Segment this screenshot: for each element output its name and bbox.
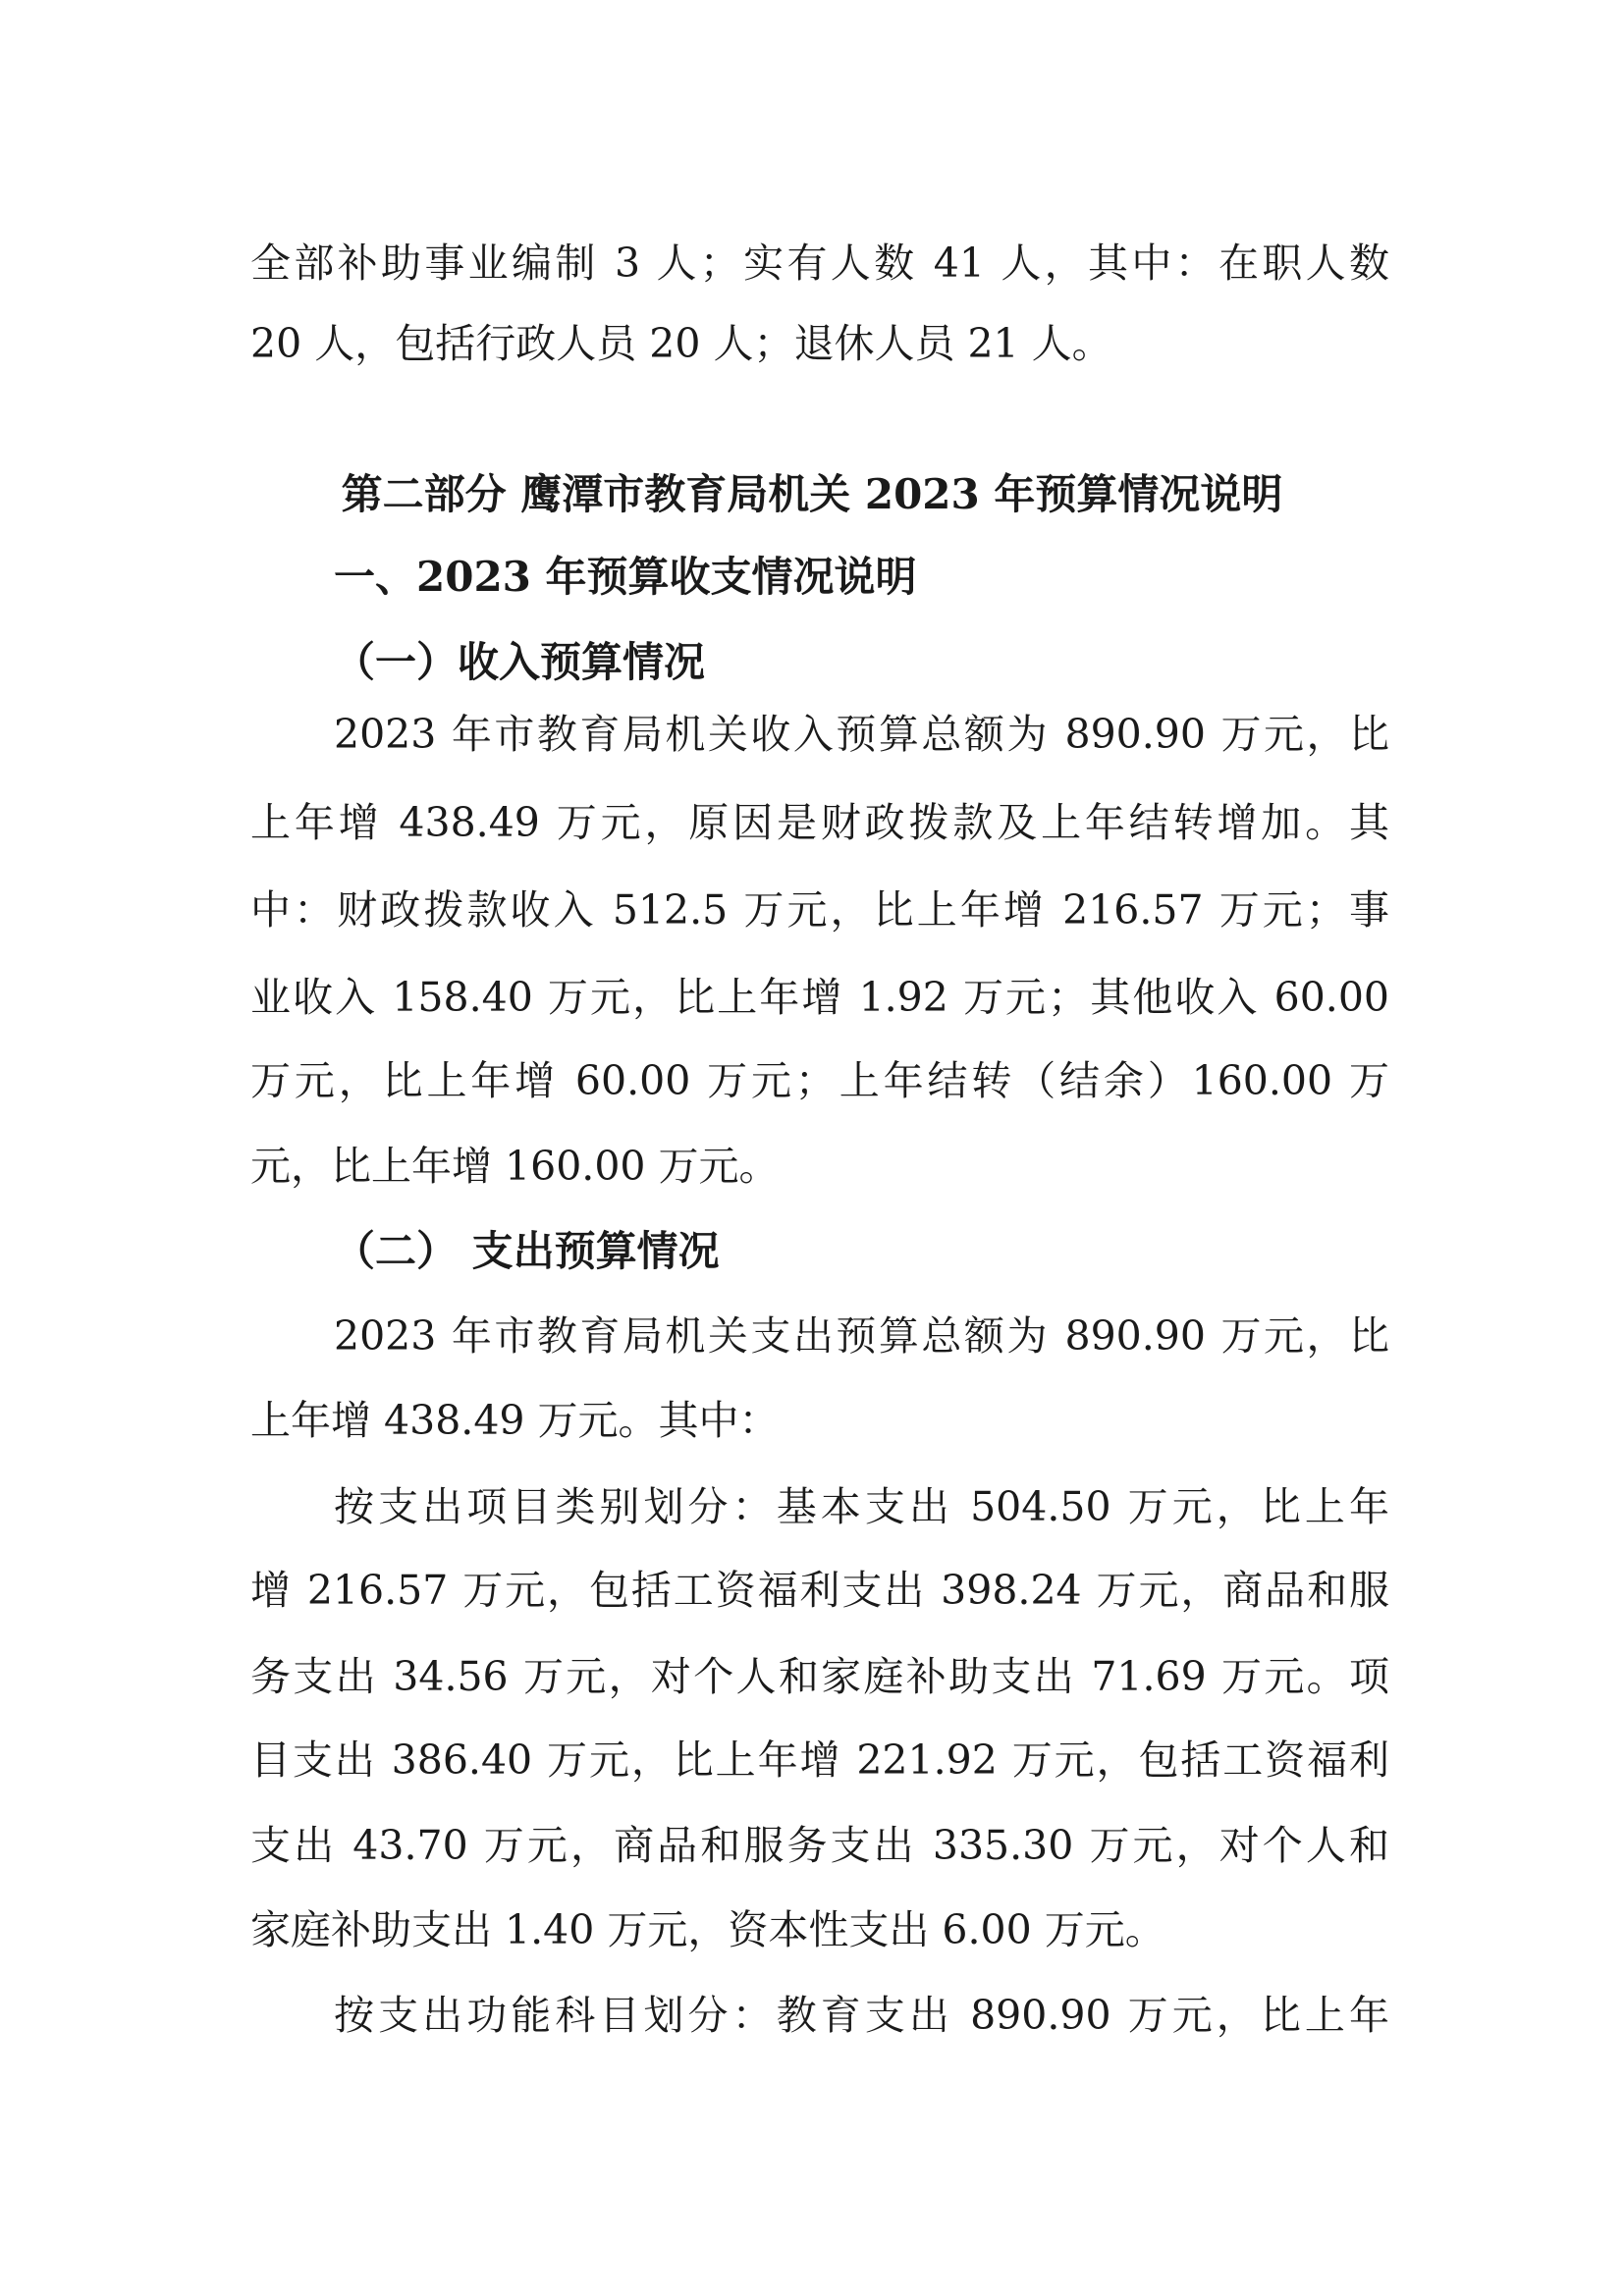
section-title: 一、2023 年预算收支情况说明 [334, 553, 917, 601]
expense-type-line-2: 增 216.57 万元，包括工资福利支出 398.24 万元，商品和服 [250, 1567, 1389, 1614]
part-title: 第二部分 鹰潭市教育局机关 2023 年预算情况说明 [341, 470, 1283, 518]
expense-type-line-3: 务支出 34.56 万元，对个人和家庭补助支出 71.69 万元。项 [250, 1653, 1389, 1700]
income-line-1: 2023 年市教育局机关收入预算总额为 890.90 万元，比 [334, 711, 1389, 758]
expense-total-line-2: 上年增 438.49 万元。其中： [250, 1397, 780, 1444]
expense-type-line-4: 目支出 386.40 万元，比上年增 221.92 万元，包括工资福利 [250, 1736, 1389, 1784]
intro-line-1: 全部补助事业编制 3 人；实有人数 41 人，其中：在职人数 [250, 240, 1389, 287]
income-line-6: 元，比上年增 160.00 万元。 [250, 1143, 780, 1190]
intro-line-2: 20 人，包括行政人员 20 人；退休人员 21 人。 [250, 320, 1112, 367]
expense-section-title: （二） 支出预算情况 [334, 1227, 720, 1275]
expense-type-line-6: 家庭补助支出 1.40 万元，资本性支出 6.00 万元。 [250, 1906, 1165, 1953]
income-line-2: 上年增 438.49 万元，原因是财政拨款及上年结转增加。其 [250, 799, 1389, 846]
income-section-title: （一）收入预算情况 [334, 638, 706, 686]
expense-type-line-5: 支出 43.70 万元，商品和服务支出 335.30 万元，对个人和 [250, 1822, 1389, 1869]
income-line-5: 万元，比上年增 60.00 万元；上年结转（结余）160.00 万 [250, 1057, 1389, 1104]
expense-function-line: 按支出功能科目划分：教育支出 890.90 万元，比上年 [334, 1992, 1389, 2039]
income-line-3: 中：财政拨款收入 512.5 万元，比上年增 216.57 万元；事 [250, 886, 1389, 934]
expense-type-line-1: 按支出项目类别划分：基本支出 504.50 万元，比上年 [334, 1483, 1389, 1530]
income-line-4: 业收入 158.40 万元，比上年增 1.92 万元；其他收入 60.00 [250, 974, 1389, 1021]
expense-total-line-1: 2023 年市教育局机关支出预算总额为 890.90 万元，比 [334, 1312, 1389, 1360]
